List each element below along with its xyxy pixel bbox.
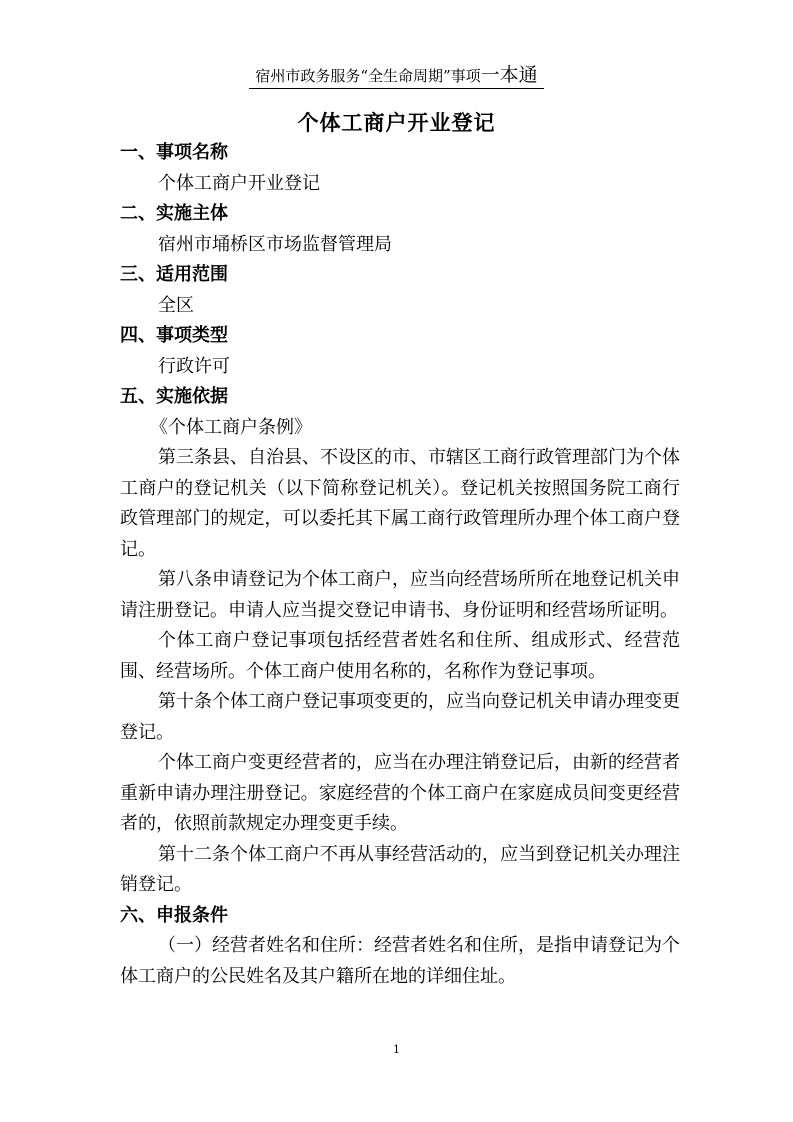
section-heading-1: 一、事项名称 bbox=[120, 142, 228, 163]
header-suffix: 一本通 bbox=[480, 64, 538, 86]
section-heading-2: 二、实施主体 bbox=[120, 203, 228, 224]
header-line bbox=[249, 64, 543, 89]
section-heading-6: 六、申报条件 bbox=[120, 904, 228, 926]
page-header bbox=[0, 60, 793, 87]
section-heading-5: 五、实施依据 bbox=[120, 386, 228, 407]
section-heading-3: 三、适用范围 bbox=[120, 264, 228, 285]
law-paragraph: 第十条个体工商户登记事项变更的，应当向登记机关申请办理变更登记。 bbox=[120, 691, 680, 743]
document-title: 个体工商户开业登记 bbox=[297, 111, 496, 135]
section-value-2: 宿州市埇桥区市场监督管理局 bbox=[158, 233, 392, 255]
condition-paragraph: （一）经营者姓名和住所：经营者姓名和住所，是指申请登记为个体工商户的公民姓名及其户籍所在地的详细住址。 bbox=[120, 935, 680, 987]
law-paragraph: 个体工商户登记事项包括经营者姓名和住所、组成形式、经营范围、经营场所。个体工商户使用名称的，名称作为登记事项。 bbox=[120, 630, 680, 682]
page-number: 1 bbox=[393, 1043, 400, 1056]
section-heading-4: 四、事项类型 bbox=[120, 325, 228, 346]
section-value-4: 行政许可 bbox=[158, 355, 230, 377]
law-title: 《个体工商户条例》 bbox=[150, 416, 312, 438]
header-prefix: 宿州市政务服务“全生命周期”事项 bbox=[255, 67, 481, 85]
document-body bbox=[120, 138, 680, 992]
law-paragraph: 第三条县、自治县、不设区的市、市辖区工商行政管理部门为个体工商户的登记机关（以下简称登记机关）。登记机关按照国务院工商行政管理部门的规定，可以委托其下属工商行政管理所办理个体工商户登记。 bbox=[120, 447, 680, 560]
section-value-1: 个体工商户开业登记 bbox=[158, 172, 320, 194]
law-paragraph: 第十二条个体工商户不再从事经营活动的，应当到登记机关办理注销登记。 bbox=[120, 843, 680, 895]
section-value-3: 全区 bbox=[158, 294, 194, 316]
law-paragraph: 第八条申请登记为个体工商户，应当向经营场所所在地登记机关申请注册登记。申请人应当提交登记申请书、身份证明和经营场所证明。 bbox=[120, 569, 680, 621]
law-paragraph: 个体工商户变更经营者的，应当在办理注销登记后，由新的经营者重新申请办理注册登记。家庭经营的个体工商户在家庭成员间变更经营者的，依照前款规定办理变更手续。 bbox=[120, 752, 680, 834]
